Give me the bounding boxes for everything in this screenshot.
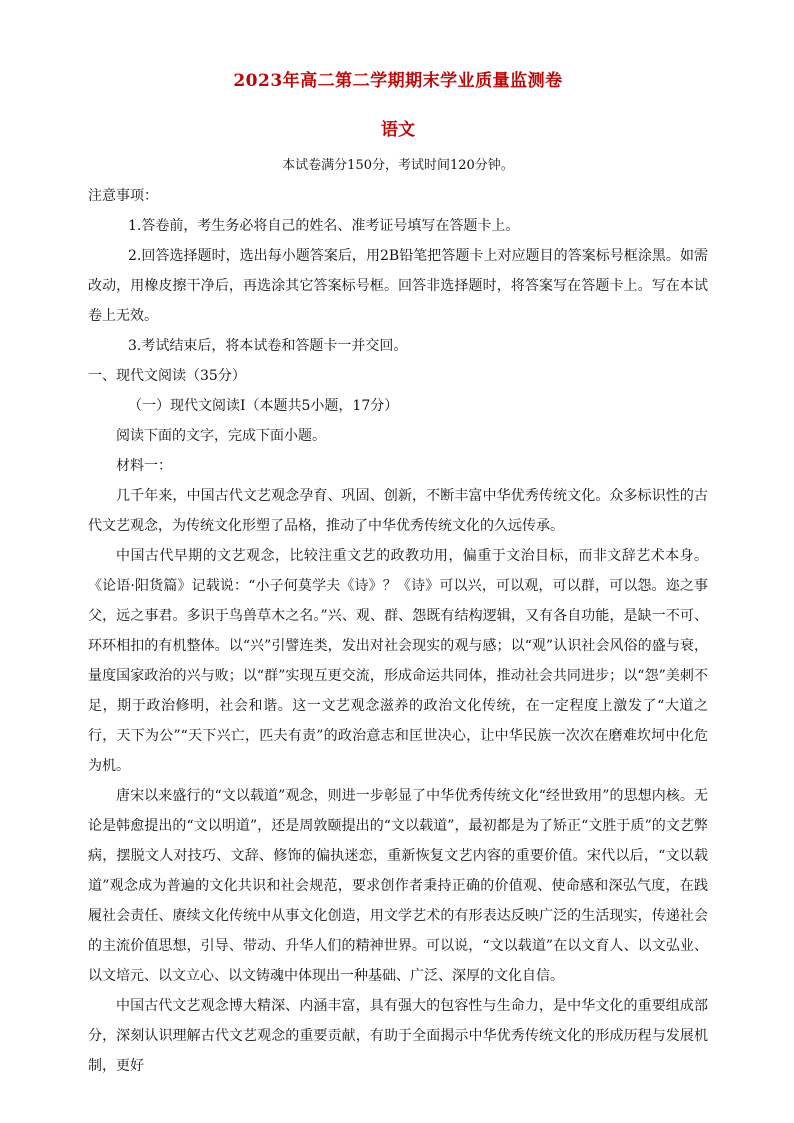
material-label: 材料一： bbox=[116, 458, 172, 474]
sub-section-heading: （一）现代文阅读Ⅰ（本题共5小题，17分） bbox=[128, 398, 399, 414]
exam-info: 本试卷满分150分，考试时间120分钟。 bbox=[282, 158, 514, 173]
body-paragraph: 中国古代文艺观念博大精深、内涵丰富，具有强大的包容性与生命力，是中华文化的重要组成部分，深刻认识理解古代文艺观念的重要贡献，有助于全面揭示中华优秀传统文化的形成历程与发展机制，更好 bbox=[88, 998, 708, 1074]
notice-item-1: 1.答卷前，考生务必将自己的姓名、准考证号填写在答题卡上。 bbox=[128, 218, 520, 234]
notice-item-3: 3.考试结束后，将本试卷和答题卡一并交回。 bbox=[128, 338, 408, 354]
notice-heading: 注意事项： bbox=[88, 188, 158, 204]
notice-item-2: 2.回答选择题时，选出每小题答案后，用2B铅笔把答题卡上对应题目的答案标号框涂黑。如需改动，用橡皮擦干净后，再选涂其它答案标号框。回答非选择题时，将答案写在答题卡上。写在本试卷上无效。 bbox=[88, 248, 708, 324]
section-heading: 一、现代文阅读（35分） bbox=[88, 368, 246, 384]
body-paragraph: 中国古代早期的文艺观念，比较注重文艺的政教功用，偏重于文治目标，而非文辞艺术本身。《论语·阳货篇》记载说：“小子何莫学夫《诗》？《诗》可以兴，可以观，可以群，可以怨。迩之事父，远之事君。多识于鸟兽草木之名。”兴、观、群、怨既有结构逻辑，又有各自功能，是缺一不可、环环相扣的有机整体。以“兴”引譬连类，发出对社会现实的观与感；以“观”认识社会风俗的盛与衰，量度国家政治的兴与败；以“群”实现互更交流，形成命运共同体，推动社会共同进步；以“怨”美刺不足，期于政治修明，社会和谐。这一文艺观念滋养的政治文化传统，在一定程度上激发了“大道之行，天下为公”“天下兴亡，匹夫有责”的政治意志和匡世决心，让中华民族一次次在磨难坎坷中化危为机。 bbox=[88, 548, 708, 774]
body-paragraph: 几千年来，中国古代文艺观念孕育、巩固、创新，不断丰富中华优秀传统文化。众多标识性的古代文艺观念，为传统文化形塑了品格，推动了中华优秀传统文化的久远传承。 bbox=[88, 488, 708, 534]
exam-subject: 语文 bbox=[381, 120, 415, 140]
exam-title: 2023年高二第二学期期末学业质量监测卷 bbox=[233, 71, 563, 91]
body-paragraph: 唐宋以来盛行的“文以载道”观念，则进一步彰显了中华优秀传统文化“经世致用”的思想内核。无论是韩愈提出的“文以明道”，还是周敦颐提出的“文以载道”，最初都是为了矫正“文胜于质”的文艺弊病，摆脱文人对技巧、文辞、修饰的偏执迷恋，重新恢复文艺内容的重要价值。宋代以后，“文以载道”观念成为普遍的文化共识和社会规范，要求创作者秉持正确的价值观、使命感和深弘气度，在践履社会责任、赓续文化传统中从事文化创造，用文学艺术的有形表达反映广泛的生活现实，传递社会的主流价值思想，引导、带动、升华人们的精神世界。可以说，“文以载道”在以文育人、以文弘业、以文培元、以文立心、以文铸魂中体现出一种基础、广泛、深厚的文化自信。 bbox=[88, 788, 708, 984]
reading-instruction: 阅读下面的文字，完成下面小题。 bbox=[116, 428, 326, 444]
